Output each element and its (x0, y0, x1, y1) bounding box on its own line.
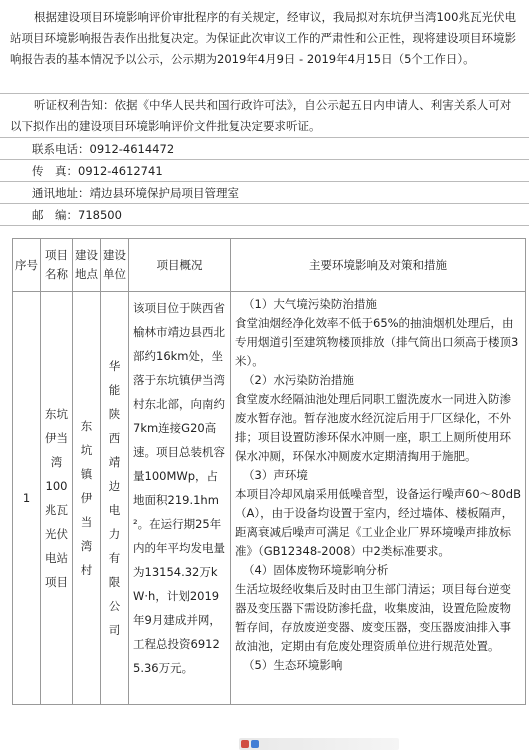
measure-title: （3）声环境 (243, 468, 308, 482)
cell-unit: 华能陕西靖边电力有限公司 (101, 292, 129, 705)
table-header-row (13, 239, 526, 292)
header-location: 建设地点 (73, 239, 101, 292)
watermark-logo (239, 738, 399, 750)
contact-fax: 传 真：0912-4612741 (0, 160, 529, 182)
measure-title: （5）生态环境影响 (243, 658, 343, 672)
header-project-name: 项目名称 (41, 239, 73, 292)
measure-text: 食堂废水经隔油池处理后同职工盥洗废水一同进入防渗废水暂存池。暂存池废水经沉淀后用于厂区绿化，不外排；项目设置防渗环保水冲厕一座，职工上厕所使用环保水冲厕，环保水冲厕废水定期清掏用于施肥。 (235, 392, 511, 463)
contact-postcode: 邮 编：718500 (0, 204, 529, 226)
notice-section (0, 0, 529, 226)
header-no: 序号 (13, 239, 41, 292)
cell-summary: 该项目位于陕西省榆林市靖边县西北部约16km处，坐落于东坑镇伊当湾村东北部，向南约7km连接G20高速。项目总装机容量100MWp，占地面积219.1hm²。在运行期25年内的年平均发电量为13154.32万kW·h，计划2019年9月建成并网，工程总投资69125.36万元。 (129, 292, 231, 705)
measure-text: 生活垃圾经收集后及时由卫生部门清运；项目每台逆变器及变压器下需设防渗托盘，收集废油，设置危险废物暂存间，存放废逆变器、废变压器，变压器废油排入事故油池，定期由有危废处理资质单位进行规范处置。 (235, 582, 511, 653)
contact-phone: 联系电话：0912-4614472 (0, 138, 529, 160)
cell-location: 东坑镇伊当湾村 (73, 292, 101, 705)
measure-text: 本项目冷却风扇采用低噪音型，设备运行噪声60～80dB（A），由于设备均设置于室内，经过墙体、楼板隔声，距离衰减后噪声可满足《工业企业厂界环境噪声排放标准》（GB12348-2008）中2类标准要求。 (235, 487, 521, 558)
project-table (12, 238, 526, 705)
measure-text: 食堂油烟经净化效率不低于65%的抽油烟机处理后，由专用烟道引至建筑物楼顶排放（排气筒出口须高于楼顶3米）。 (235, 316, 519, 368)
header-summary: 项目概况 (129, 239, 231, 292)
cell-no: 1 (13, 292, 41, 705)
measure-title: （2）水污染防治措施 (243, 373, 354, 387)
header-measures: 主要环境影响及对策和措施 (231, 239, 526, 292)
hearing-rights-paragraph: 听证权利告知：依据《中华人民共和国行政许可法》，自公示起五日内申请人、利害关系人可对以下拟作出的建设项目环境影响评价文件批复决定要求听证。 (0, 94, 529, 138)
cell-project-name: 东坑伊当湾100兆瓦光伏电站项目 (41, 292, 73, 705)
table-row (13, 292, 526, 705)
contact-address: 通讯地址：靖边县环境保护局项目管理室 (0, 182, 529, 204)
measure-title: （4）固体废物环境影响分析 (243, 563, 389, 577)
notice-paragraph: 根据建设项目环境影响评价审批程序的有关规定，经审议，我局拟对东坑伊当湾100兆瓦光伏电站项目环境影响报告表作出批复决定。为保证此次审议工作的严肃性和公正性，现将建设项目环境影响报告表的基本情况予以公示，公示期为2019年4月9日 - 2019年4月15日（5个工作日）。 (0, 0, 529, 94)
header-unit: 建设单位 (101, 239, 129, 292)
measure-title: （1）大气境污染防治措施 (243, 297, 377, 311)
cell-measures (231, 292, 526, 705)
